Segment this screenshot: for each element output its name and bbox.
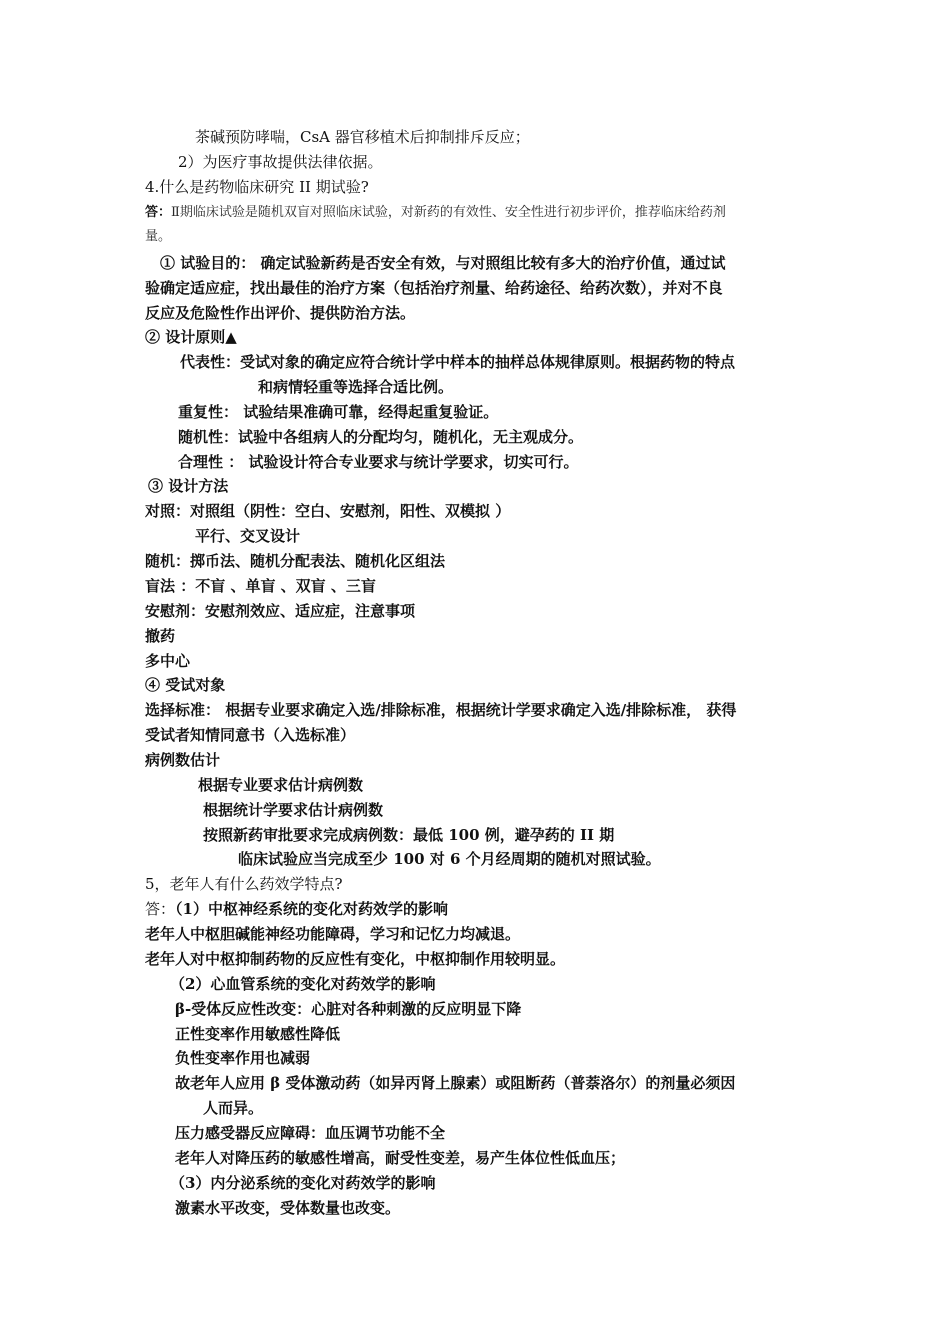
text-line: 反应及危险性作出评价、提供防治方法。	[145, 304, 416, 322]
text-line: 选择标准： 根据专业要求确定入选/排除标准，根据统计学要求确定入选/排除标准， 获得	[145, 701, 737, 719]
text-line: 对照：对照组（阴性：空白、安慰剂，阳性、双模拟 ）	[145, 502, 511, 520]
text-line: 正性变率作用敏感性降低	[175, 1025, 341, 1043]
text-line: 激素水平改变，受体数量也改变。	[175, 1199, 401, 1217]
text-line: 合理性 ： 试验设计符合专业要求与统计学要求，切实可行。	[178, 453, 579, 471]
text-line: 盲法 ：不盲 、单盲 、双盲 、三盲	[145, 577, 376, 595]
text-line: 临床试验应当完成至少 100 对 6 个月经周期的随机对照试验。	[238, 850, 661, 868]
answer-line	[145, 203, 726, 223]
answer-label: 答：	[145, 900, 176, 918]
text-line: 2）为医疗事故提供法律依据。	[178, 153, 383, 171]
text-line: 根据专业要求估计病例数	[198, 776, 364, 794]
section-heading: ② 设计原则▲	[145, 328, 237, 346]
text-line: 安慰剂：安慰剂效应、适应症，注意事项	[145, 602, 416, 620]
text-line: 代表性：受试对象的确定应符合统计学中样本的抽样总体规律原则。根据药物的特点	[180, 353, 736, 371]
text-line: （3）内分泌系统的变化对药效学的影响	[170, 1174, 436, 1192]
text-line: 人而异。	[203, 1099, 264, 1117]
text-line: 按照新药审批要求完成病例数：最低 100 例，避孕药的 II 期	[203, 826, 615, 844]
text-line: 故老年人应用 β 受体激动药（如异丙肾上腺素）或阻断药（普萘洛尔）的剂量必须因	[175, 1074, 736, 1092]
answer-label: 答：	[145, 205, 172, 220]
question-heading: 5，老年人有什么药效学特点?	[145, 875, 343, 893]
answer-text: （1）中枢神经系统的变化对药效学的影响	[175, 900, 448, 918]
text-line: 老年人对降压药的敏感性增高，耐受性变差，易产生体位性低血压；	[175, 1149, 626, 1167]
text-line: 老年人对中枢抑制药物的反应性有变化，中枢抑制作用较明显。	[145, 950, 566, 968]
question-heading: 4.什么是药物临床研究 II 期试验?	[145, 178, 369, 196]
text-line: ① 试验目的： 确定试验新药是否安全有效，与对照组比较有多大的治疗价值，通过试	[160, 254, 726, 272]
text-line: 量。	[145, 229, 172, 244]
text-line: 病例数估计	[145, 751, 221, 769]
text-line: 根据统计学要求估计病例数	[203, 801, 384, 819]
section-heading: ④ 受试对象	[145, 676, 226, 694]
answer-line	[145, 899, 448, 919]
text-line: 和病情轻重等选择合适比例。	[258, 378, 454, 396]
section-heading: ③ 设计方法	[148, 477, 229, 495]
text-line: 压力感受器反应障碍：血压调节功能不全	[175, 1124, 446, 1142]
answer-text: Ⅱ期临床试验是随机双盲对照临床试验，对新药的有效性、安全性进行初步评价，推荐临床给药剂	[171, 205, 726, 220]
text-line: 负性变率作用也减弱	[175, 1049, 311, 1067]
text-line: 验确定适应症，找出最佳的治疗方案（包括治疗剂量、给药途径、给药次数），并对不良	[145, 279, 723, 297]
text-line: 茶碱预防哮喘，CsA 器官移植术后抑制排斥反应；	[195, 128, 530, 146]
text-line: 受试者知情同意书（入选标准）	[145, 726, 356, 744]
text-line: （2）心血管系统的变化对药效学的影响	[170, 975, 436, 993]
text-line: 随机性：试验中各组病人的分配均匀，随机化，无主观成分。	[178, 428, 584, 446]
text-line: 随机：掷币法、随机分配表法、随机化区组法	[145, 552, 446, 570]
text-line: 重复性： 试验结果准确可靠，经得起重复验证。	[178, 403, 499, 421]
text-line: 平行、交叉设计	[195, 527, 301, 545]
text-line: β-受体反应性改变：心脏对各种刺激的反应明显下降	[175, 1000, 522, 1018]
text-line: 老年人中枢胆碱能神经功能障碍，学习和记忆力均减退。	[145, 925, 521, 943]
text-line: 多中心	[145, 652, 191, 670]
text-line: 撤药	[145, 627, 176, 645]
